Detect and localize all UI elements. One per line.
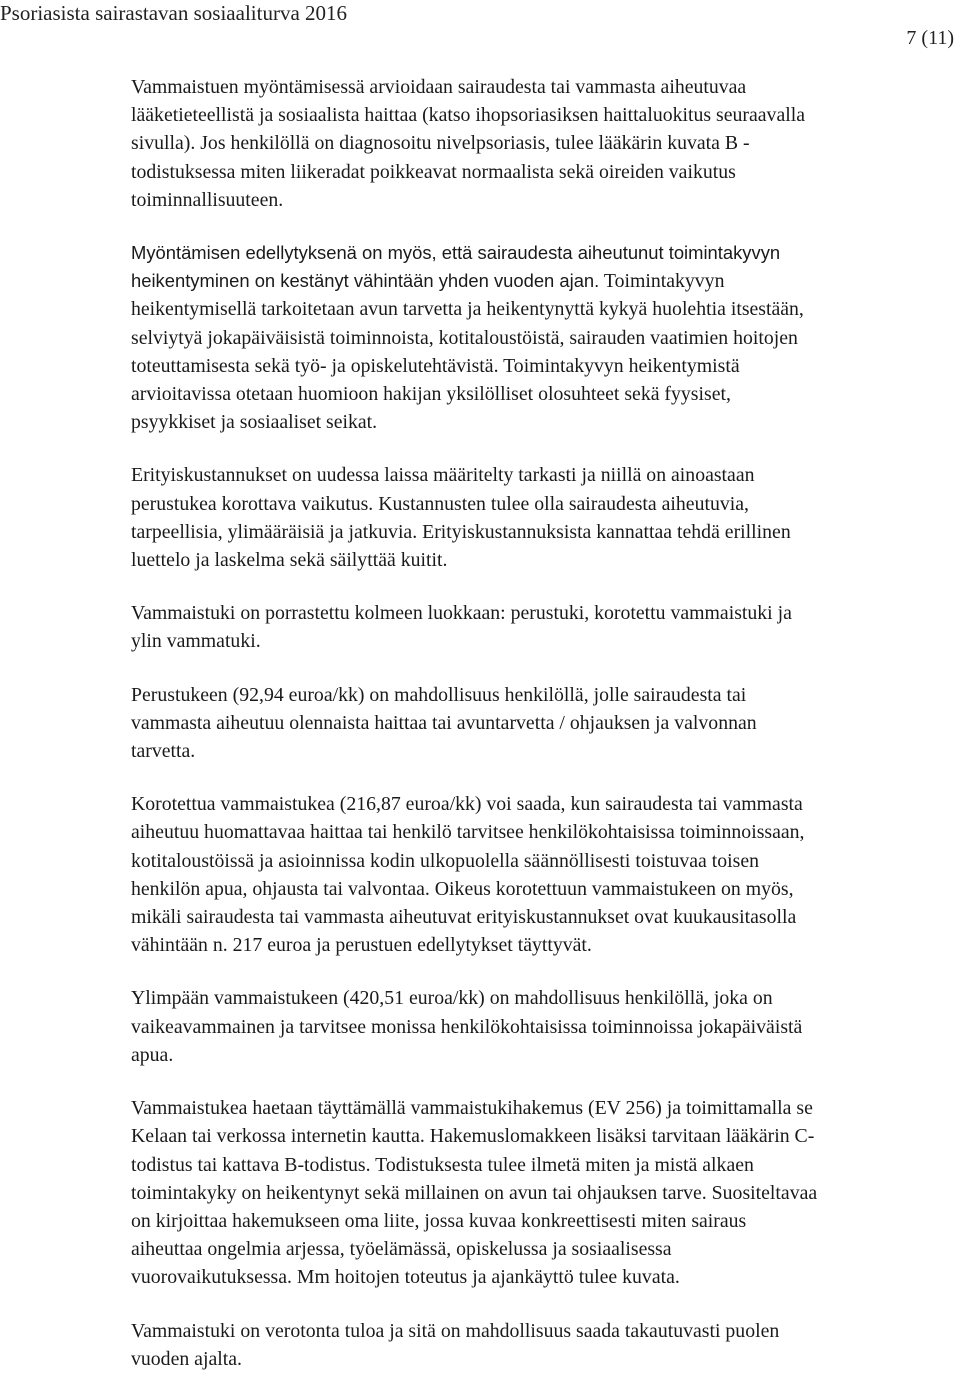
paragraph-functional-capacity xyxy=(131,239,957,436)
text-line: toiminnallisuuteen. xyxy=(131,188,284,211)
text-line: henkilön apua, ohjausta tai valvontaa. Oikeus korotettuun vammaistukeen on myös, xyxy=(131,877,794,900)
text-line: kotitaloustöissä ja asioinnissa kodin ulkopuolella säännöllisesti toistuvaa toisen xyxy=(131,849,759,872)
text-line: aiheutuu huomattavaa haittaa tai henkilö tarvitsee henkilökohtaisissa toiminnoissaan, xyxy=(131,821,805,844)
text-line: sivulla). Jos henkilöllä on diagnosoitu nivelpsoriasis, tulee lääkärin kuvata B - xyxy=(131,132,750,155)
text-line: Ylimpään vammaistukeen (420,51 euroa/kk) on mahdollisuus henkilöllä, joka on xyxy=(131,987,773,1010)
text-line: Vammaistukea haetaan täyttämällä vammaistukihakemus (EV 256) ja toimittamalla se xyxy=(131,1097,813,1120)
text-line: todistus tai kattava B-todistus. Todistuksesta tulee ilmetä miten ja mistä alkaen xyxy=(131,1153,754,1176)
paragraph-tax-free-retroactive xyxy=(131,1317,957,1373)
text-line: Vammaistuen myöntämisessä arvioidaan sairaudesta tai vammasta aiheutuvaa xyxy=(131,76,747,98)
text-line: ylin vammatuki. xyxy=(131,630,261,653)
text-span: Toimintakyvyn xyxy=(599,270,725,293)
text-line: Korotettua vammaistukea (216,87 euroa/kk) voi saada, kun sairaudesta tai vammasta xyxy=(131,793,803,816)
text-line: lääketieteellistä ja sosiaalista haittaa (katso ihopsoriasiksen haittaluokitus seuraavalla xyxy=(131,104,805,127)
text-line: Vammaistuki on verotonta tuloa ja sitä on mahdollisuus saada takautuvasti puolen xyxy=(131,1319,780,1342)
text-line: mikäli sairaudesta tai vammasta aiheutuvat erityiskustannukset ovat kuukausitasolla xyxy=(131,906,797,929)
text-line: perustukea korottava vaikutus. Kustannusten tulee olla sairaudesta aiheutuvia, xyxy=(131,492,749,515)
text-line: Perustukeen (92,94 euroa/kk) on mahdollisuus henkilöllä, jolle sairaudesta tai xyxy=(131,683,747,706)
text-line: toimintakyky on heikentynyt sekä millainen on avun tai ohjauksen tarve. Suositeltavaa xyxy=(131,1181,818,1204)
text-line: todistuksessa miten liikeradat poikkeavat normaalista sekä oireiden vaikutus xyxy=(131,160,736,183)
page-number: 7 (11) xyxy=(906,27,954,49)
text-line: vaikeavammainen ja tarvitsee monissa henkilökohtaisissa toiminnoissa jokapäiväistä xyxy=(131,1015,803,1038)
text-line: vähintään n. 217 euroa ja perustuen edellytykset täyttyvät. xyxy=(131,934,592,957)
text-line: vammasta aiheutuu olennaista haittaa tai avuntarvetta / ohjauksen ja valvonnan xyxy=(131,711,757,734)
text-line: toteuttamisesta sekä työ- ja opiskelutehtävistä. Toimintakyvyn heikentymistä xyxy=(131,354,740,377)
text-line: vuorovaikutuksessa. Mm hoitojen toteutus ja ajankäyttö tulee kuvata. xyxy=(131,1266,680,1289)
document-title: Psoriasista sairastavan sosiaaliturva 2016 xyxy=(0,1,348,25)
text-line: aiheuttaa ongelmia arjessa, työelämässä, opiskelussa ja sosiaalisessa xyxy=(131,1238,672,1261)
text-line: Kelaan tai verkossa internetin kautta. Hakemuslomakkeen lisäksi tarvitaan lääkärin C- xyxy=(131,1125,815,1148)
text-line: selviytyä jokapäiväisistä toiminnoista, kotitaloustöistä, sairauden vaatimien hoitojen xyxy=(131,326,798,349)
text-line xyxy=(131,267,957,295)
text-line: luettelo ja laskelma sekä säilyttää kuitit. xyxy=(131,549,448,572)
document-body xyxy=(131,73,957,1398)
text-line: Erityiskustannukset on uudessa laissa määritelty tarkasti ja niillä on ainoastaan xyxy=(131,464,755,487)
paragraph-application-process xyxy=(131,1094,957,1291)
text-line: heikentymisellä tarkoitetaan avun tarvetta ja heikentynyttä kykyä huolehtia itsestään, xyxy=(131,298,804,321)
text-line: on kirjoittaa hakemukseen oma liite, jossa kuvaa konkreettisesti miten sairaus xyxy=(131,1209,747,1232)
text-line: psyykkiset ja sosiaaliset seikat. xyxy=(131,411,378,434)
text-line: apua. xyxy=(131,1043,174,1066)
paragraph-basic-benefit xyxy=(131,681,957,766)
text-line: Myöntämisen edellytyksenä on myös, että sairaudesta aiheutunut toimintakyvyn xyxy=(131,242,781,264)
text-line: vuoden ajalta. xyxy=(131,1347,242,1370)
paragraph-benefit-levels xyxy=(131,599,957,655)
text-span: heikentyminen on kestänyt vähintään yhden vuoden ajan. xyxy=(131,270,600,292)
text-line: arvioitavissa otetaan huomioon hakijan yksilölliset olosuhteet sekä fyysiset, xyxy=(131,383,731,406)
paragraph-highest-benefit xyxy=(131,984,957,1069)
text-line: tarvetta. xyxy=(131,740,196,763)
page-header xyxy=(0,0,960,48)
paragraph-eligibility-assessment xyxy=(131,73,957,214)
text-line: tarpeellisia, ylimääräisiä ja jatkuvia. Erityiskustannuksista kannattaa tehdä erillinen xyxy=(131,520,791,543)
paragraph-special-costs xyxy=(131,461,957,574)
text-line: Vammaistuki on porrastettu kolmeen luokkaan: perustuki, korotettu vammaistuki ja xyxy=(131,602,792,625)
paragraph-increased-benefit xyxy=(131,790,957,959)
